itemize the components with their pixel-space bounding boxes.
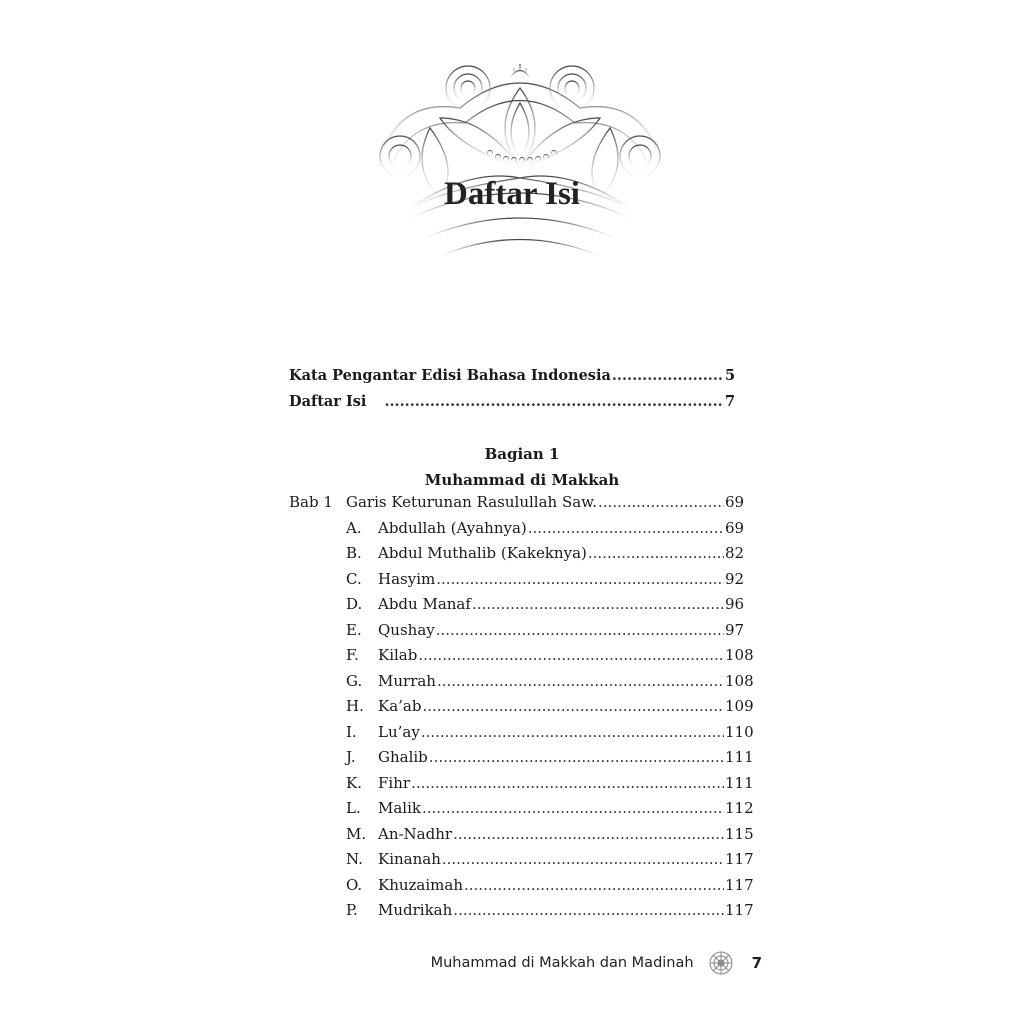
section-title: Mudrikah: [378, 901, 453, 919]
toc-section-entry[interactable]: [289, 570, 755, 596]
chapter-label: Bab 1: [289, 493, 333, 511]
toc-section-entry[interactable]: [289, 748, 755, 774]
footer-page-number: 7: [751, 954, 762, 972]
section-title: Abdu Manaf: [378, 595, 471, 613]
section-letter: L.: [346, 799, 361, 817]
chapter-sections-list: [289, 519, 755, 927]
dot-leader: [612, 367, 724, 384]
section-page: 115: [725, 824, 754, 843]
dot-leader: [442, 850, 724, 868]
dot-leader: [436, 570, 724, 588]
dot-leader: [418, 646, 724, 664]
section-page: 96: [725, 595, 745, 613]
section-letter: F.: [346, 646, 359, 664]
section-letter: B.: [346, 544, 362, 562]
page-footer: [431, 950, 762, 976]
dot-leader: [429, 748, 724, 766]
dot-leader: [384, 393, 724, 410]
dot-leader: [411, 774, 724, 792]
table-of-contents: [289, 367, 755, 927]
toc-section-entry[interactable]: [289, 799, 755, 825]
section-letter: O.: [346, 875, 363, 894]
dot-leader: [436, 621, 724, 639]
toc-section-entry[interactable]: [289, 646, 755, 672]
toc-entry-title: Daftar Isi: [289, 392, 367, 410]
section-title: Khuzaimah: [378, 875, 463, 894]
toc-section-entry[interactable]: [289, 723, 755, 749]
chapter-title: Garis Keturunan Rasulullah Saw.: [346, 493, 598, 511]
toc-section-entry[interactable]: [289, 850, 755, 876]
toc-entry-title: Kata Pengantar Edisi Bahasa Indonesia: [289, 367, 611, 384]
toc-section-entry[interactable]: [289, 621, 755, 647]
toc-section-entry[interactable]: [289, 901, 755, 927]
dot-leader: [588, 544, 724, 562]
section-title: Qushay: [378, 620, 435, 639]
section-title: Fihr: [378, 773, 411, 792]
section-page: 112: [725, 799, 754, 817]
dot-leader: [422, 799, 724, 817]
dot-leader: [598, 493, 724, 511]
toc-section-entry[interactable]: [289, 595, 755, 621]
dot-leader: [453, 901, 724, 919]
section-title: Kinanah: [378, 850, 441, 868]
mandala-ornament-icon: [370, 58, 670, 258]
section-page: 108: [725, 671, 754, 690]
dot-leader: [472, 595, 724, 613]
section-page: 82: [725, 544, 745, 562]
toc-section-entry[interactable]: [289, 544, 755, 570]
section-letter: G.: [346, 671, 363, 690]
toc-entry-kata-pengantar[interactable]: [289, 367, 755, 393]
section-title: An-Nadhr: [378, 824, 453, 843]
toc-chapter-entry[interactable]: [289, 493, 755, 519]
section-title: Kilab: [378, 646, 418, 664]
section-title: Murrah: [378, 671, 436, 690]
mandala-flower-icon: [708, 950, 734, 976]
section-page: 97: [725, 620, 745, 639]
section-page: 117: [725, 901, 754, 919]
section-title: Ka’ab: [378, 697, 422, 715]
section-page: 108: [725, 646, 754, 664]
section-title: Hasyim: [378, 569, 436, 588]
section-letter: E.: [346, 620, 362, 639]
dot-leader: [453, 825, 724, 843]
toc-section-entry[interactable]: [289, 876, 755, 902]
part-title: Muhammad di Makkah: [424, 470, 620, 489]
section-letter: P.: [346, 901, 358, 919]
section-letter: C.: [346, 569, 362, 588]
toc-entry-page: 7: [725, 392, 736, 410]
section-page: 110: [725, 722, 754, 741]
dot-leader: [422, 697, 724, 715]
chapter-page: 69: [725, 493, 745, 511]
toc-section-entry[interactable]: [289, 825, 755, 851]
section-title: Ghalib: [378, 748, 428, 766]
section-letter: K.: [346, 773, 362, 792]
section-page: 111: [725, 748, 754, 766]
toc-section-entry[interactable]: [289, 672, 755, 698]
dot-leader: [464, 876, 724, 894]
section-page: 92: [725, 569, 745, 588]
page-title: Daftar Isi: [444, 176, 580, 212]
section-letter: I.: [346, 722, 357, 741]
section-letter: A.: [346, 518, 362, 537]
section-page: 117: [725, 875, 754, 894]
section-title: Lu’ay: [378, 722, 420, 741]
section-page: 117: [725, 850, 754, 868]
section-letter: J.: [346, 748, 356, 766]
section-letter: H.: [346, 697, 364, 715]
section-title: Abdullah (Ayahnya): [378, 518, 527, 537]
section-title: Malik: [378, 799, 421, 817]
section-page: 69: [725, 518, 745, 537]
footer-book-title: Muhammad di Makkah dan Madinah: [430, 955, 694, 971]
section-letter: N.: [346, 850, 363, 868]
toc-entry-daftar-isi[interactable]: [289, 393, 755, 419]
section-page: 109: [725, 697, 754, 715]
section-letter: M.: [346, 824, 367, 843]
dot-leader: [528, 519, 724, 537]
section-title: Abdul Muthalib (Kakeknya): [378, 544, 587, 562]
toc-entry-page: 5: [725, 367, 736, 384]
toc-section-entry[interactable]: [289, 774, 755, 800]
toc-section-entry[interactable]: [289, 519, 755, 545]
toc-section-entry[interactable]: [289, 697, 755, 723]
section-letter: D.: [346, 595, 363, 613]
part-number: Bagian 1: [484, 445, 560, 463]
dot-leader: [421, 723, 724, 741]
section-page: 111: [725, 773, 754, 792]
dot-leader: [437, 672, 724, 690]
